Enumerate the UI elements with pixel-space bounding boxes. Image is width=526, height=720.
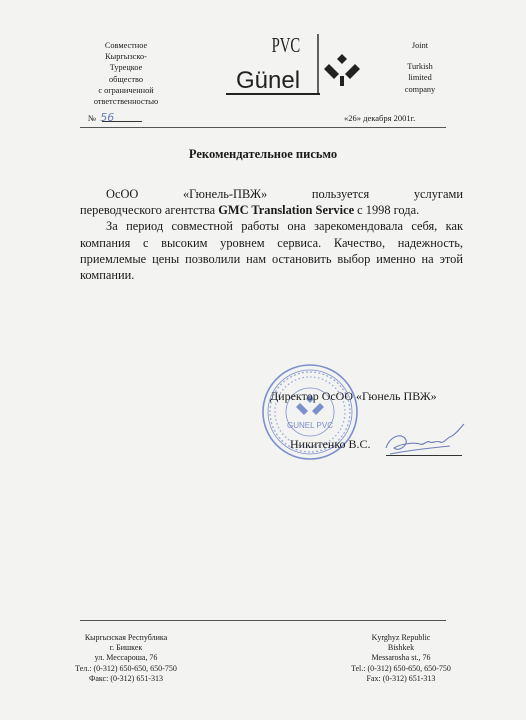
footer-en-line: Fax: (0-312) 651-313 [366, 673, 436, 683]
p1-word: пользуется [311, 187, 370, 201]
header-ru-line: Турецкое [109, 63, 143, 73]
number-underline [102, 121, 142, 122]
paragraph-1-line-2 [80, 202, 463, 218]
header-divider [80, 127, 446, 128]
p1-post: с 1998 года. [354, 203, 420, 218]
footer-ru-line: Тел.: (0-312) 650-650, 650-750 [75, 663, 177, 673]
footer-en-line: Messarosha st., 76 [371, 653, 431, 663]
header-en-line: limited [408, 73, 432, 83]
number-value: 56 [100, 111, 115, 124]
handwritten-signature [380, 418, 468, 462]
stamp-text: GUNEL PVC [287, 421, 333, 430]
header-ru-line: Кыргызско- [105, 52, 147, 62]
signatory-name: Никитенко В.С. [290, 437, 371, 451]
agency-name: GMC Translation Service [218, 203, 355, 218]
header-company-en [390, 40, 450, 95]
footer-ru-line: Факс: (0-312) 651-313 [89, 673, 163, 683]
letter-title: Рекомендательное письмо [188, 147, 338, 161]
header-ru-line: с ограниченной [98, 85, 154, 95]
footer-divider [80, 620, 446, 621]
letter-date: «26» декабря 2001г. [344, 113, 416, 123]
header-ru-line: общество [109, 74, 143, 84]
p1-word: «Гюнель-ПВЖ» [182, 187, 268, 201]
logo-pvc-text: PVC [271, 33, 301, 57]
p1-word: услугами [413, 187, 463, 201]
logo-name-text: Günel [236, 67, 301, 94]
paragraph-1-line-1 [80, 186, 463, 202]
p1-word: ОсОО [106, 187, 139, 201]
letter-number [88, 111, 114, 124]
logo-mark-icon [324, 54, 360, 86]
number-label: № [88, 113, 97, 123]
footer-en-line: Kyrghyz Republic [371, 633, 431, 642]
footer-address-ru [72, 633, 180, 684]
footer-en-line: Tel.: (0-312) 650-650, 650-750 [351, 663, 451, 673]
header-company-ru [80, 40, 172, 107]
footer-ru-line: Кыргызская Республика [84, 633, 168, 642]
gunel-logo [224, 30, 364, 100]
footer-address-en [346, 633, 456, 684]
letter-body [80, 186, 463, 283]
paragraph-2: За период совместной работы она зарекомендовала себя, как компания с высоким уровнем сервиса. Качество, надежность, приемлемые цены позволили нам остановить выбор именно на этой компании. [80, 219, 463, 283]
header-ru-line: Совместное [104, 41, 148, 50]
header-en-line: Turkish [407, 62, 433, 72]
header-en-line: company [404, 84, 436, 94]
footer-ru-line: ул. Мессароша, 76 [94, 653, 158, 663]
signatory-title: Директор ОсОО «Гюнель ПВЖ» [270, 389, 437, 403]
footer-ru-line: г. Бишкек [109, 643, 143, 653]
p1-pre: переводческого агентства [80, 203, 219, 218]
header-en-line: Joint [411, 41, 429, 50]
footer-en-line: Bishkek [387, 643, 415, 653]
header-ru-line: ответственностью [93, 97, 159, 107]
